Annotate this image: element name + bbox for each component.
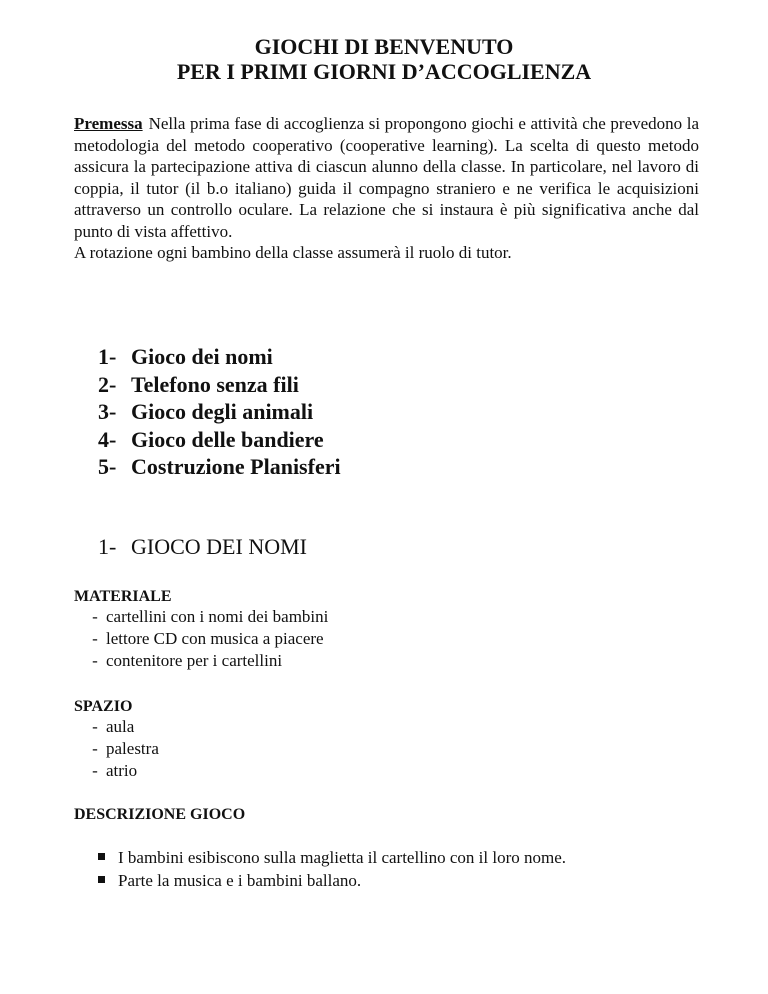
list-item: - aula xyxy=(92,717,135,736)
index-number: 5- xyxy=(98,454,117,479)
list-item-text: Parte la musica e i bambini ballano. xyxy=(118,871,362,890)
title-line-1: GIOCHI DI BENVENUTO xyxy=(254,34,514,59)
index-item xyxy=(98,398,341,426)
intro-paragraph-2: A rotazione ogni bambino della classe assumerà il ruolo di tutor. xyxy=(74,243,512,262)
section-heading xyxy=(98,533,307,561)
title-line-2: PER I PRIMI GIORNI D’ACCOGLIENZA xyxy=(176,59,592,84)
list-item-text: palestra xyxy=(106,739,159,758)
spazio-list xyxy=(74,716,159,782)
list-item-text: contenitore per i cartellini xyxy=(106,651,283,670)
index-label: Gioco degli animali xyxy=(131,399,314,424)
list-item xyxy=(98,846,566,869)
index-label: Telefono senza fili xyxy=(131,371,299,397)
materiale-heading: MATERIALE xyxy=(74,588,172,605)
section-number: 1- xyxy=(98,534,117,559)
index-number: 4- xyxy=(98,426,117,452)
index-item xyxy=(98,426,341,454)
list-item: - palestra xyxy=(92,739,159,758)
descrizione-list xyxy=(98,846,566,892)
list-item-text: I bambini esibiscono sulla maglietta il cartellino con il loro nome. xyxy=(118,848,567,867)
intro-paragraph-1 xyxy=(74,113,699,242)
index-item xyxy=(98,453,341,481)
section-title: GIOCO DEI NOMI xyxy=(131,534,307,559)
intro-paragraph-1-text: Nella prima fase di accoglienza si propongono giochi e attività che prevedono la metodologia del metodo cooperativo (cooperative learning). La scelta di questo metodo assicura la partecipazione attiva di ciascun alunno della classe. In particolare, nel lavoro di coppia, il tutor (il b.o italiano) guida il compagno straniero e ne verifica le acquisizioni attraverso un controllo oculare. La relazione che si instaura è più significativa anche dal punto di vista affettivo. xyxy=(74,114,699,241)
index-number: 1- xyxy=(98,344,117,369)
list-item: - cartellini con i nomi dei bambini xyxy=(92,607,329,626)
square-bullet-icon xyxy=(98,876,105,883)
games-index xyxy=(98,343,341,481)
intro-lead: Premessa xyxy=(74,114,143,133)
index-number: 3- xyxy=(98,399,117,424)
list-item-text: aula xyxy=(106,717,135,736)
list-item xyxy=(98,869,566,892)
descrizione-heading: DESCRIZIONE GIOCO xyxy=(74,806,246,823)
list-item: - lettore CD con musica a piacere xyxy=(92,629,324,648)
index-label: Gioco delle bandiere xyxy=(131,426,324,452)
list-item: - contenitore per i cartellini xyxy=(92,651,283,670)
intro-section xyxy=(74,113,699,264)
document-title xyxy=(0,34,768,84)
spazio-heading: SPAZIO xyxy=(74,698,133,715)
index-label: Gioco dei nomi xyxy=(131,344,273,369)
list-item-text: cartellini con i nomi dei bambini xyxy=(106,607,329,626)
list-item: - atrio xyxy=(92,761,138,780)
materiale-list xyxy=(74,606,328,672)
index-number: 2- xyxy=(98,371,117,397)
index-item xyxy=(98,343,341,371)
list-item-text: atrio xyxy=(106,761,138,780)
list-item-text: lettore CD con musica a piacere xyxy=(106,629,324,648)
index-label: Costruzione Planisferi xyxy=(131,454,341,479)
square-bullet-icon xyxy=(98,853,105,860)
index-item xyxy=(98,371,341,399)
